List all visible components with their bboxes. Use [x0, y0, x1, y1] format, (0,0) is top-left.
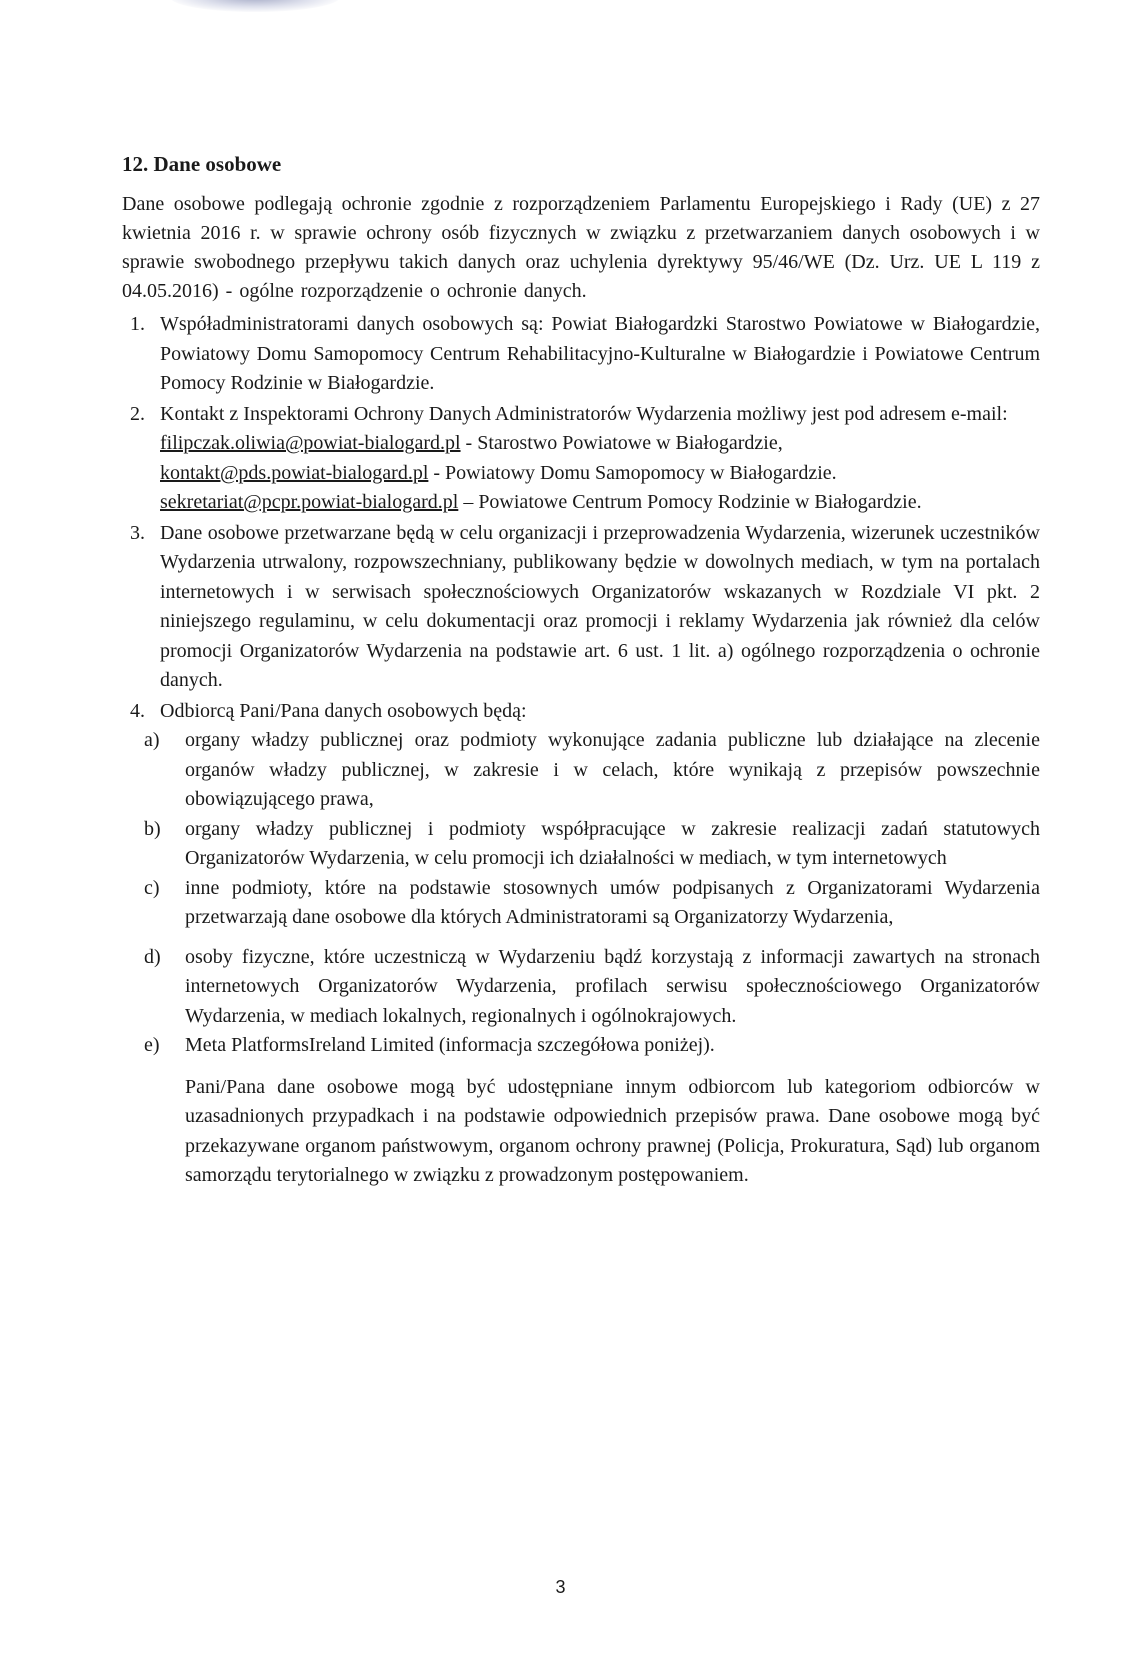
list-letter: a)	[144, 729, 160, 751]
lettered-list	[144, 726, 1040, 1061]
sub-item-text: organy władzy publicznej i podmioty współpracujące w zakresie realizacji zadań statutowych Organizatorów Wydarzenia, w celu promocji ich działalności w mediach, w tym internetowych	[185, 817, 1040, 869]
list-item	[122, 400, 1040, 518]
list-item-text: Odbiorcą Pani/Pana danych osobowych będą:	[160, 699, 527, 722]
sub-list-item	[122, 943, 1040, 1032]
intro-paragraph: Dane osobowe podlegają ochronie zgodnie z rozporządzeniem Parlamentu Europejskiego i Rady (UE) z 27 kwietnia 2016 r. w sprawie ochrony osób fizycznych w związku z przetwarzaniem danych osobowych i w sprawie swobodnego przepływu takich danych oraz uchylenia dyrektywy 95/46/WE (Dz. Urz. UE L 119 z 04.05.2016) - ogólne rozporządzenie o ochronie danych.	[122, 193, 1040, 302]
list-letter: d)	[144, 945, 161, 968]
email-link[interactable]: kontakt@pds.powiat-bialogard.pl	[160, 461, 429, 484]
list-item-text: Kontakt z Inspektorami Ochrony Danych Administratorów Wydarzenia możliwy jest pod adresem e-mail:	[160, 402, 1008, 425]
sub-item-text: osoby fizyczne, które uczestniczą w Wydarzeniu bądź korzystają z informacji zawartych na stronach internetowych Organizatorów Wydarzenia, profilach serwisu społecznościowego Organizatorów Wydarzenia, w mediach lokalnych, regionalnych i ogólnokrajowych.	[185, 945, 1040, 1027]
sub-list-item	[122, 726, 1040, 815]
list-item-text: Dane osobowe przetwarzane będą w celu organizacji i przeprowadzenia Wydarzenia, wizerunek uczestników Wydarzenia utrwalony, rozpowszechniany, publikowany będzie w dowolnych mediach, w tym na portalach internetowych i w serwisach społecznościowych Organizatorów wskazanych w Rozdziale VI pkt. 2 niniejszego regulaminu, w celu dokumentacji oraz promocji i reklamy Wydarzenia jak również dla celów promocji Organizatorów Wydarzenia na podstawie art. 6 ust. 1 lit. a) ogólnego rozporządzenia o ochronie danych.	[160, 521, 1040, 691]
sub-item-text: organy władzy publicznej oraz podmioty wykonujące zadania publiczne lub działające na zlecenie organów władzy publicznej, w zakresie i w celach, które wynikają z przepisów powszechnie obowiązującego prawa,	[185, 729, 1040, 810]
scan-smudge	[170, 0, 340, 12]
list-number: 4.	[130, 699, 145, 722]
sub-item-text: inne podmioty, które na podstawie stosownych umów podpisanych z Organizatorami Wydarzenia przetwarzają dane osobowe dla których Administratorami są Organizatorzy Wydarzenia,	[185, 876, 1040, 928]
document-page	[122, 150, 1040, 1192]
contact-line	[160, 459, 1040, 489]
list-letter: e)	[144, 1034, 160, 1056]
numbered-list	[122, 310, 1040, 1191]
email-link[interactable]: sekretariat@pcpr.powiat-bialogard.pl	[160, 491, 459, 513]
list-item	[122, 519, 1040, 696]
list-number: 2.	[130, 402, 145, 425]
contact-desc: - Powiatowy Domu Samopomocy w Białogardzie.	[428, 461, 837, 484]
list-letter: c)	[144, 876, 160, 899]
contact-desc: – Powiatowe Centrum Pomocy Rodzinie w Białogardzie.	[458, 491, 922, 513]
sub-list-item	[122, 815, 1040, 874]
sub-list-item	[122, 874, 1040, 933]
list-number: 1.	[130, 313, 145, 335]
page-number: 3	[555, 1577, 566, 1597]
email-link[interactable]: filipczak.oliwia@powiat-bialogard.pl	[160, 432, 461, 454]
sub-list-item	[122, 1031, 1040, 1061]
recipients-note: Pani/Pana dane osobowe mogą być udostępniane innym odbiorcom lub kategoriom odbiorców w uzasadnionych przypadkach i na podstawie odpowiednich przepisów prawa. Dane osobowe mogą być przekazywane organom państwowym, organom ochrony prawnej (Policja, Prokuratura, Sąd) lub organom samorządu terytorialnego w związku z prowadzonym postępowaniem.	[185, 1075, 1040, 1186]
list-item	[122, 697, 1040, 1191]
sub-item-text: Meta PlatformsIreland Limited (informacja szczegółowa poniżej).	[185, 1034, 715, 1056]
contact-desc: - Starostwo Powiatowe w Białogardzie,	[460, 432, 783, 454]
list-letter: b)	[144, 817, 161, 840]
contact-line	[160, 488, 1040, 518]
list-item-text: Współadministratorami danych osobowych są: Powiat Białogardzki Starostwo Powiatowe w Białogardzie, Powiatowy Domu Samopomocy Centrum Rehabilitacyjno-Kulturalne w Białogardzie i Powiatowe Centrum Pomocy Rodzinie w Białogardzie.	[160, 313, 1040, 394]
list-number: 3.	[130, 521, 145, 544]
contact-line	[160, 429, 1040, 459]
list-item	[122, 310, 1040, 399]
section-heading: 12. Dane osobowe	[122, 152, 282, 176]
